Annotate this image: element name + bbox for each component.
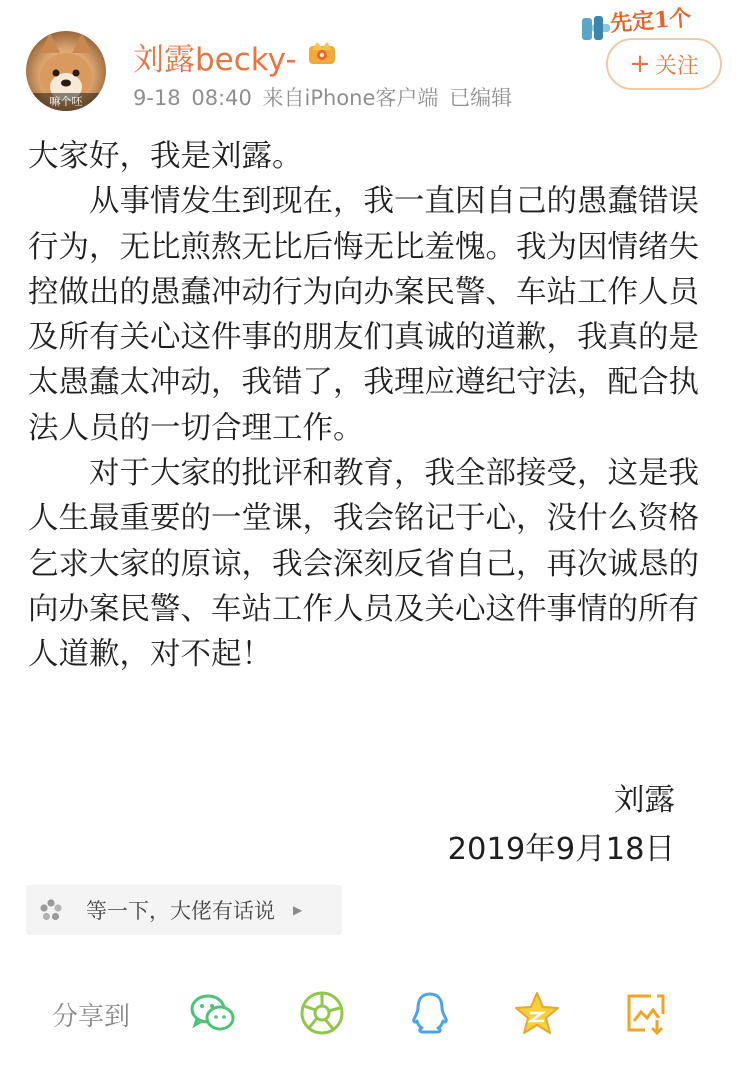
save-image-icon[interactable] [621, 988, 671, 1038]
signature-date: 2019年9月18日 [447, 832, 675, 867]
post-paragraph: 对于大家的批评和教育，我全部接受，这是我人生最重要的一堂课，我会铭记于心，没什么资格乞求大家的原谅，我会深刻反省自己，再次诚恳的向办案民警、车站工作人员及关心这件事情的所有人道歉，对不起！ [28, 456, 699, 673]
post-meta: 9-18 08:40 来自iPhone客户端 已编辑 [133, 86, 513, 110]
topic-text: 等一下，大佬有话说 [86, 899, 275, 923]
qq-icon[interactable] [405, 988, 455, 1038]
plus-icon: + [629, 49, 651, 79]
wechat-icon[interactable] [188, 988, 238, 1038]
username[interactable]: 刘露becky- [133, 42, 297, 78]
post-greeting: 大家好，我是刘露。 [28, 139, 303, 174]
signature [448, 778, 675, 872]
post-body [28, 134, 718, 678]
vip-crown-icon [306, 38, 338, 66]
badge-text: 先定1个 [609, 5, 693, 37]
moments-icon[interactable] [297, 988, 347, 1038]
post-paragraph: 从事情发生到现在，我一直因自己的愚蠢错误行为，无比煎熬无比后悔无比羞愧。我为因情绪失控做出的愚蠢冲动行为向办案民警、车站工作人员及所有关心这件事的朋友们真诚的道歉，我真的是太愚蠢太冲动，我错了，我理应遵纪守法，配合执法人员的一切合理工作。 [28, 184, 699, 446]
chevron-right-icon: ▶ [293, 903, 303, 917]
avatar-caption: 嘛个呸 [26, 93, 106, 111]
qzone-icon[interactable] [512, 988, 562, 1038]
avatar[interactable] [26, 31, 106, 111]
follow-label: 关注 [654, 53, 699, 79]
topic-chip[interactable] [26, 885, 342, 935]
follow-button[interactable] [606, 38, 722, 90]
flower-icon [38, 897, 64, 923]
share-label: 分享到 [52, 1002, 131, 1032]
signature-name: 刘露 [614, 783, 675, 818]
